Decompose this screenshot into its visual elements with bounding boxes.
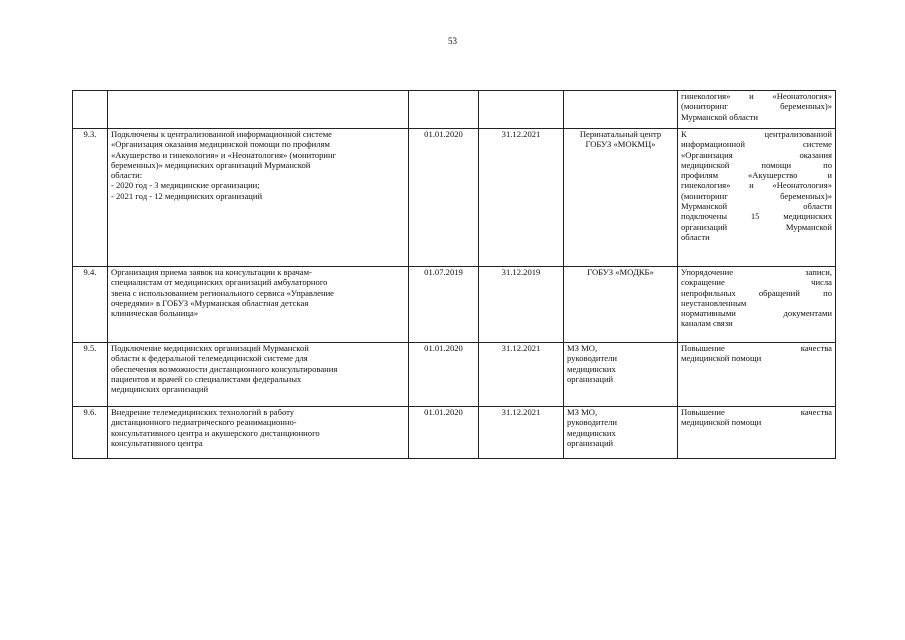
result-cell bbox=[678, 129, 836, 267]
description-line: клиническая больница» bbox=[111, 308, 199, 319]
responsible-line: организаций bbox=[567, 437, 614, 448]
description-line: беременных)» медицинских организаций Мурманской bbox=[111, 159, 311, 170]
description-line: консультативного центра и акушерского дистанционного bbox=[111, 427, 320, 438]
responsible-cell bbox=[564, 407, 678, 459]
end-date-cell bbox=[479, 91, 564, 129]
description-line: области к федеральной телемедицинской системе для bbox=[111, 353, 308, 364]
description-line: - 2020 год - 3 медицинские организации; bbox=[111, 180, 260, 191]
responsible-line: руководители bbox=[567, 417, 617, 428]
table-row bbox=[73, 267, 836, 343]
responsible-line: ГОБУЗ «МОКМЦ» bbox=[585, 139, 656, 150]
start-date-cell: 01.01.2020 bbox=[409, 407, 479, 459]
table-row bbox=[73, 91, 836, 129]
responsible-cell bbox=[564, 343, 678, 407]
result-line: Мурманской области bbox=[681, 111, 759, 122]
result-line: «Организация оказания bbox=[681, 149, 832, 160]
activities-table bbox=[72, 90, 836, 459]
responsible-line: МЗ МО, bbox=[567, 343, 598, 353]
description-line: обеспечения возможности дистанционного консультирования bbox=[111, 363, 338, 374]
result-line: медицинской помощи bbox=[681, 417, 762, 428]
result-line: Повышение качества bbox=[681, 343, 832, 353]
result-cell bbox=[678, 267, 836, 343]
responsible-line: руководители bbox=[567, 353, 617, 364]
description-line: Подключены к централизованной информационной системе bbox=[111, 129, 332, 139]
result-line: гинекология» и «Неонатология» bbox=[681, 91, 832, 101]
responsible-line: медицинских bbox=[567, 427, 616, 438]
result-line: неустановленным bbox=[681, 297, 747, 308]
description-line: Внедрение телемедицинских технологий в работу bbox=[111, 407, 295, 417]
description-line: звена с использованием регионального сервиса «Управление bbox=[111, 287, 334, 298]
responsible-line: организаций bbox=[567, 373, 614, 384]
description-line: - 2021 год - 12 медицинских организаций bbox=[111, 190, 263, 201]
result-line: Мурманской области bbox=[681, 201, 832, 212]
result-line: К централизованной bbox=[681, 129, 832, 139]
description-line: очередями» в ГОБУЗ «Мурманская областная детская bbox=[111, 297, 309, 308]
description-line: консультативного центра bbox=[111, 437, 203, 448]
responsible-line: медицинских bbox=[567, 363, 616, 374]
description-line: дистанционного педиатрического реанимационно- bbox=[111, 417, 297, 428]
result-line: (мониторинг беременных)» bbox=[681, 101, 832, 112]
result-line: Повышение качества bbox=[681, 407, 832, 417]
description-line: «Акушерство и гинекология» и «Неонатология» (мониторинг bbox=[111, 149, 337, 160]
table-row bbox=[73, 129, 836, 267]
result-line: организаций Мурманской bbox=[681, 221, 832, 232]
start-date-cell: 01.01.2020 bbox=[409, 343, 479, 407]
table-body bbox=[73, 91, 836, 459]
end-date-cell: 31.12.2021 bbox=[479, 129, 564, 267]
start-date-cell bbox=[409, 91, 479, 129]
result-line: гинекология» и «Неонатология» bbox=[681, 180, 832, 191]
description-line: Организация приема заявок на консультации к врачам- bbox=[111, 267, 312, 277]
description-line: области: bbox=[111, 170, 143, 181]
row-number-cell: 9.5. bbox=[73, 343, 108, 407]
description-cell bbox=[108, 407, 409, 459]
description-line: пациентов и врачей со специалистами федеральных bbox=[111, 373, 302, 384]
end-date-cell: 31.12.2021 bbox=[479, 343, 564, 407]
result-line: информационной системе bbox=[681, 139, 832, 150]
start-date-cell: 01.01.2020 bbox=[409, 129, 479, 267]
description-line: специалистам от медицинских организаций амбулаторного bbox=[111, 277, 328, 288]
description-cell bbox=[108, 129, 409, 267]
responsible-line: ГОБУЗ «МОДКБ» bbox=[587, 267, 654, 277]
table-row bbox=[73, 407, 836, 459]
result-line: непрофильных обращений по bbox=[681, 287, 832, 298]
description-cell bbox=[108, 267, 409, 343]
table-row bbox=[73, 343, 836, 407]
responsible-line: Перинатальный центр bbox=[579, 129, 662, 139]
result-cell bbox=[678, 91, 836, 129]
result-line: (мониторинг беременных)» bbox=[681, 190, 832, 201]
responsible-cell bbox=[564, 129, 678, 267]
responsible-line: МЗ МО, bbox=[567, 407, 598, 417]
result-line: сокращение числа bbox=[681, 277, 832, 288]
row-number-cell bbox=[73, 91, 108, 129]
row-number-cell: 9.3. bbox=[73, 129, 108, 267]
result-line: области bbox=[681, 231, 710, 242]
description-line: медицинских организаций bbox=[111, 384, 209, 395]
description-cell bbox=[108, 343, 409, 407]
row-number-cell: 9.6. bbox=[73, 407, 108, 459]
result-line: профилям «Акушерство и bbox=[681, 170, 832, 181]
result-line: подключены 15 медицинских bbox=[681, 211, 832, 222]
end-date-cell: 31.12.2019 bbox=[479, 267, 564, 343]
responsible-cell bbox=[564, 91, 678, 129]
result-line: медицинской помощи bbox=[681, 353, 762, 364]
description-cell bbox=[108, 91, 409, 129]
result-cell bbox=[678, 343, 836, 407]
description-line: «Организация оказания медицинской помощи по профилям bbox=[111, 139, 330, 150]
description-line: Подключение медицинских организаций Мурманской bbox=[111, 343, 309, 353]
result-line: нормативными документами bbox=[681, 308, 832, 319]
end-date-cell: 31.12.2021 bbox=[479, 407, 564, 459]
responsible-cell bbox=[564, 267, 678, 343]
start-date-cell: 01.07.2019 bbox=[409, 267, 479, 343]
result-line: каналам связи bbox=[681, 318, 733, 329]
row-number-cell: 9.4. bbox=[73, 267, 108, 343]
result-line: медицинской помощи по bbox=[681, 159, 832, 170]
result-line: Упорядочение записи, bbox=[681, 267, 832, 277]
result-cell bbox=[678, 407, 836, 459]
page-number: 53 bbox=[448, 36, 457, 46]
